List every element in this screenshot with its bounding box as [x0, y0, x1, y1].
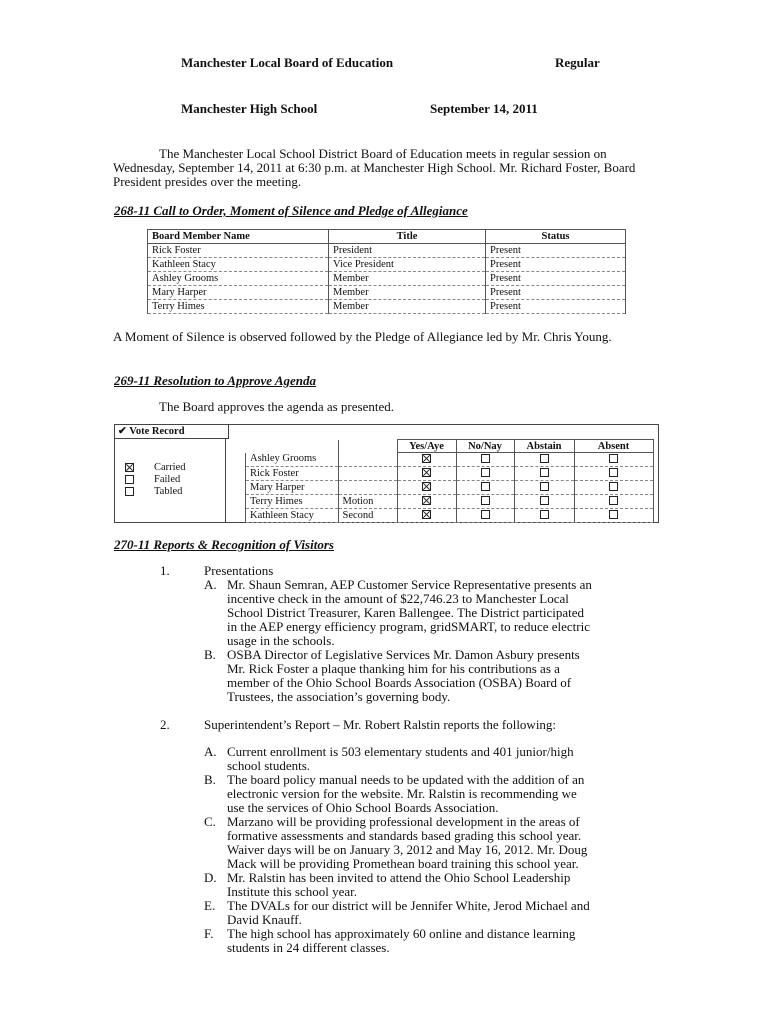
vote-header-row	[246, 440, 654, 453]
vote-checkbox[interactable]	[609, 454, 618, 463]
voter-role	[338, 481, 397, 495]
item-heading: Presentations	[204, 563, 274, 578]
vote-checkbox[interactable]	[609, 510, 618, 519]
column-header: Title	[329, 230, 486, 244]
vote-checkbox[interactable]	[481, 496, 490, 505]
meeting-type: Regular	[555, 55, 600, 70]
list-item-line: Mack will be providing Promethean board training this school year.	[227, 856, 579, 871]
agenda-approval-text: The Board approves the agenda as presented.	[159, 399, 394, 414]
vote-checkbox[interactable]	[422, 496, 431, 505]
vote-cell	[397, 453, 456, 467]
vote-cell	[574, 509, 653, 523]
member-title: Member	[329, 272, 486, 286]
vote-cell	[574, 467, 653, 481]
column-header: No/Nay	[456, 440, 514, 453]
list-item-line: Current enrollment is 503 elementary students and 401 junior/high	[227, 744, 574, 759]
member-status: Present	[486, 272, 626, 286]
vote-cell	[574, 481, 653, 495]
list-item-line: Trustees, the association’s governing body.	[227, 689, 451, 704]
item-heading: Superintendent’s Report – Mr. Robert Ralstin reports the following:	[204, 717, 557, 732]
list-item-line: School District Treasurer, Karen Ballengee. The District participated	[227, 605, 584, 620]
vote-cell	[397, 481, 456, 495]
item-number: 2.	[160, 717, 170, 732]
member-status: Present	[486, 286, 626, 300]
vote-checkbox[interactable]	[481, 510, 490, 519]
outcome-label: Failed	[154, 474, 181, 485]
vote-cell	[397, 495, 456, 509]
voter-name: Kathleen Stacy	[246, 509, 339, 523]
presentations-list	[204, 578, 664, 704]
outcome-label: Tabled	[154, 486, 183, 497]
voter-name: Rick Foster	[246, 467, 339, 481]
voter-name: Mary Harper	[246, 481, 339, 495]
voter-role	[338, 453, 397, 467]
vote-cell	[456, 495, 514, 509]
vote-cell	[456, 509, 514, 523]
list-item-letter: E.	[204, 898, 216, 913]
list-item-line: OSBA Director of Legislative Services Mr. Damon Asbury presents	[227, 647, 580, 662]
list-item-line: formative assessments and standards based grading this school year.	[227, 828, 582, 843]
list-item-letter: A.	[204, 577, 217, 592]
list-item-letter: C.	[204, 814, 216, 829]
board-attendance-table	[147, 229, 626, 314]
vote-row	[246, 467, 654, 481]
vote-checkbox[interactable]	[540, 496, 549, 505]
intro-paragraph: The Manchester Local School District Board of Education meets in regular session on Wednesday, September 14, 2011 at 6:30 p.m. at Manchester High School. Mr. Richard Foster, Board President presides over the meeting.	[113, 146, 636, 189]
table-header-row	[148, 230, 626, 244]
column-header: Absent	[574, 440, 653, 453]
board-name: Manchester Local Board of Education	[181, 55, 394, 70]
vote-cell	[514, 495, 574, 509]
table-row	[148, 272, 626, 286]
list-item-line: Institute this school year.	[227, 884, 357, 899]
member-name: Ashley Grooms	[148, 272, 329, 286]
member-status: Present	[486, 244, 626, 258]
column-header: Yes/Aye	[397, 440, 456, 453]
table-row	[148, 244, 626, 258]
section-270-title: 270-11 Reports & Recognition of Visitors	[114, 537, 334, 552]
vote-checkbox[interactable]	[481, 454, 490, 463]
list-item	[204, 648, 664, 704]
list-item-line: in the AEP energy efficiency program, gridSMART, to reduce electric	[227, 619, 590, 634]
outcome-checkbox-tabled[interactable]	[125, 487, 134, 496]
list-item-line: Marzano will be providing professional development in the areas of	[227, 814, 580, 829]
vote-checkbox[interactable]	[481, 468, 490, 477]
vote-cell	[514, 509, 574, 523]
list-item-letter: A.	[204, 744, 217, 759]
vote-row	[246, 481, 654, 495]
list-item-line: Mr. Rick Foster a plaque thanking him for his contributions as a	[227, 661, 560, 676]
vote-checkbox[interactable]	[540, 468, 549, 477]
voter-name: Ashley Grooms	[246, 453, 339, 467]
vote-record-box	[114, 424, 659, 523]
vote-checkbox[interactable]	[609, 468, 618, 477]
list-item-letter: B.	[204, 772, 216, 787]
vote-checkbox[interactable]	[540, 454, 549, 463]
list-item-line: Mr. Ralstin has been invited to attend the Ohio School Leadership	[227, 870, 571, 885]
vote-record-title: ✔ Vote Record	[115, 425, 229, 439]
vote-cell	[574, 495, 653, 509]
vote-cell	[574, 453, 653, 467]
list-item	[204, 871, 664, 899]
list-item	[204, 773, 664, 815]
vote-cell	[514, 481, 574, 495]
vote-cell	[397, 467, 456, 481]
list-item-letter: F.	[204, 926, 214, 941]
member-name: Mary Harper	[148, 286, 329, 300]
list-item-line: school students.	[227, 758, 311, 773]
list-item-line: The board policy manual needs to be updated with the addition of an	[227, 772, 585, 787]
list-item-line: students in 24 different classes.	[227, 940, 390, 955]
item-number: 1.	[160, 563, 170, 578]
list-item	[204, 815, 664, 871]
list-item-line: David Knauff.	[227, 912, 302, 927]
voter-name: Terry Himes	[246, 495, 339, 509]
list-item	[204, 927, 664, 955]
list-item	[204, 578, 664, 648]
vote-checkbox[interactable]	[422, 510, 431, 519]
vote-cell	[456, 481, 514, 495]
table-row	[148, 300, 626, 314]
vote-cell	[456, 467, 514, 481]
list-item-letter: B.	[204, 647, 216, 662]
section-268-title: 268-11 Call to Order, Moment of Silence and Pledge of Allegiance	[114, 203, 468, 218]
member-title: Member	[329, 286, 486, 300]
member-status: Present	[486, 300, 626, 314]
member-title: Vice President	[329, 258, 486, 272]
column-header: Board Member Name	[148, 230, 329, 244]
vote-checkbox[interactable]	[481, 482, 490, 491]
list-item-letter: D.	[204, 870, 217, 885]
section-269-title: 269-11 Resolution to Approve Agenda	[114, 373, 316, 388]
list-item-line: incentive check in the amount of $22,746.23 to Manchester Local	[227, 591, 569, 606]
moment-of-silence-text: A Moment of Silence is observed followed by the Pledge of Allegiance led by Mr. Chris Young.	[113, 329, 612, 344]
vote-checkbox[interactable]	[422, 468, 431, 477]
table-row	[148, 258, 626, 272]
vote-cell	[456, 453, 514, 467]
list-item-line: The DVALs for our district will be Jennifer White, Jerod Michael and	[227, 898, 590, 913]
outcome-label: Carried	[154, 462, 186, 473]
vote-checkbox[interactable]	[609, 482, 618, 491]
table-row	[148, 286, 626, 300]
list-item-line: member of the Ohio School Boards Association (OSBA) Board of	[227, 675, 572, 690]
list-item-line: Mr. Shaun Semran, AEP Customer Service Representative presents an	[227, 577, 592, 592]
member-name: Kathleen Stacy	[148, 258, 329, 272]
outcome-checkbox-failed[interactable]	[125, 475, 134, 484]
vote-checkbox[interactable]	[540, 482, 549, 491]
voter-role	[338, 467, 397, 481]
meeting-date: September 14, 2011	[430, 101, 538, 116]
meeting-location: Manchester High School	[181, 101, 318, 116]
list-item	[204, 745, 664, 773]
vote-row	[246, 509, 654, 523]
superintendent-report-list	[204, 745, 664, 955]
vote-table	[245, 439, 654, 523]
list-item-line: electronic version for the website. Mr. Ralstin is recommending we	[227, 786, 577, 801]
vote-checkbox[interactable]	[540, 510, 549, 519]
member-name: Rick Foster	[148, 244, 329, 258]
member-status: Present	[486, 258, 626, 272]
list-item-line: usage in the schools.	[227, 633, 335, 648]
vote-checkbox[interactable]	[422, 454, 431, 463]
outcome-checkbox-carried[interactable]	[125, 463, 134, 472]
vote-cell	[514, 467, 574, 481]
list-item-line: Waiver days will be on January 3, 2012 and May 16, 2012. Mr. Doug	[227, 842, 588, 857]
vote-cell	[514, 453, 574, 467]
voter-role: Motion	[338, 495, 397, 509]
vote-row	[246, 495, 654, 509]
column-header: Status	[486, 230, 626, 244]
vote-cell	[397, 509, 456, 523]
list-item-line: use the services of Ohio School Boards Association.	[227, 800, 499, 815]
list-item-line: The high school has approximately 60 online and distance learning	[227, 926, 576, 941]
voter-role: Second	[338, 509, 397, 523]
vote-row	[246, 453, 654, 467]
member-name: Terry Himes	[148, 300, 329, 314]
vote-checkbox[interactable]	[422, 482, 431, 491]
member-title: President	[329, 244, 486, 258]
divider	[225, 438, 226, 522]
vote-checkbox[interactable]	[609, 496, 618, 505]
member-title: Member	[329, 300, 486, 314]
list-item	[204, 899, 664, 927]
column-header: Abstain	[514, 440, 574, 453]
